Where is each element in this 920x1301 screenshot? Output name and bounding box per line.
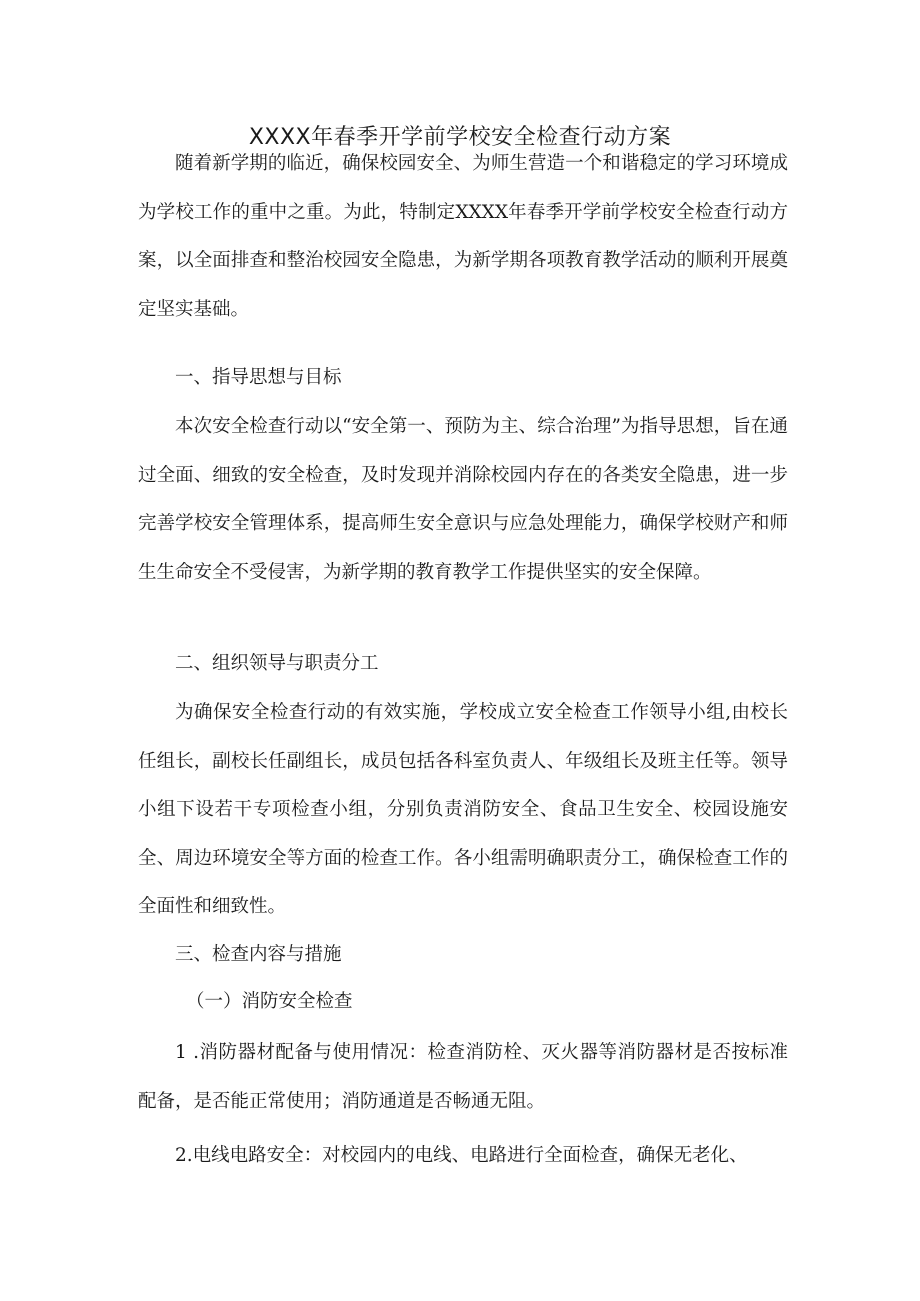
section-2-paragraph: 为确保安全检查行动的有效实施，学校成立安全检查工作领导小组,由校长任组长，副校长任副组长，成员包括各科室负责人、年级组长及班主任等。领导小组下设若干专项检查小组，分别负责消防安全、食品卫生安全、校园设施安全、周边环境安全等方面的检查工作。各小组需明确职责分工，确保检查工作的全面性和细致性。 [138,702,788,917]
list-item-wiring-safety: 2.电线电路安全：对校园内的电线、电路进行全面检查，确保无老化、 [175,1145,748,1166]
section-3-heading: 三、检查内容与措施 [175,944,342,965]
section-1-paragraph: 本次安全检查行动以“安全第一、预防为主、综合治理”为指导思想，旨在通过全面、细致的安全检查，及时发现并消除校园内存在的各类安全隐患，进一步完善学校安全管理体系，提高师生安全意识与应急处理能力，确保学校财产和师生生命安全不受侵害，为新学期的教育教学工作提供坚实的安全保障。 [138,416,788,583]
list-item-fire-equipment: 1 .消防器材配备与使用情况：检查消防栓、灭火器等消防器材是否按标准配备，是否能正常使用；消防通道是否畅通无阻。 [138,1042,788,1112]
section-2-heading: 二、组织领导与职责分工 [175,653,379,674]
subsection-fire-safety-heading: （一）消防安全检查 [186,991,353,1012]
section-1-heading: 一、指导思想与目标 [175,367,342,388]
intro-paragraph: 随着新学期的临近，确保校园安全、为师生营造一个和谐稳定的学习环境成为学校工作的重中之重。为此，特制定XXXX年春季开学前学校安全检查行动方案，以全面排查和整治校园安全隐患，为新学期各项教育教学活动的顺利开展奠定坚实基础。 [138,153,788,320]
document-title: XXXX年春季开学前学校安全检查行动方案 [248,125,672,150]
